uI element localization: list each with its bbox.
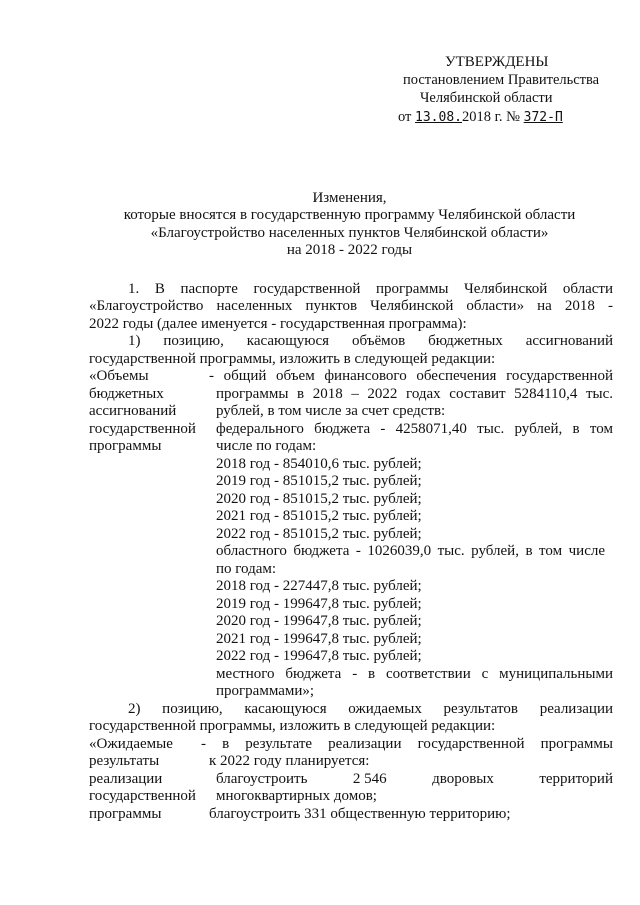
table1-right-5: числе по годам: <box>216 438 317 454</box>
table2-left-5: программы <box>89 806 162 822</box>
table2-right-3-a: благоустроить <box>216 771 308 787</box>
approval-date-line <box>398 109 563 126</box>
table1-right-2: программы в 2018 – 2022 годах составит 5284110,4 тыс. <box>216 386 613 402</box>
item1-line2: государственной программы, изложить в следующей редакции: <box>89 351 496 367</box>
table1-left-4: государственной <box>89 421 196 437</box>
table2-left-3: реализации <box>89 771 163 787</box>
table1-right-9: 2021 год - 851015,2 тыс. рублей; <box>216 508 422 524</box>
heading-line4: на 2018 - 2022 годы <box>286 242 413 258</box>
table1-right-16: 2021 год - 199647,8 тыс. рублей; <box>216 631 422 647</box>
heading-line1: Изменения, <box>312 190 387 206</box>
table2-left-4: государственной <box>89 788 196 804</box>
table1-right-12: по годам: <box>216 561 277 577</box>
table1-left-3: ассигнований <box>89 403 177 419</box>
table2-right-3-b: 2 546 <box>352 771 387 787</box>
approval-number: 372-П <box>523 110 563 125</box>
para1-line3: 2022 годы (далее именуется - государственная программа): <box>89 316 467 332</box>
table2-right-3-c: дворовых <box>432 771 494 787</box>
approval-title: УТВЕРЖДЕНЫ <box>445 54 549 70</box>
approval-line2: Челябинской области <box>420 90 553 106</box>
table1-right-19: программами»; <box>216 683 315 699</box>
table1-right-15: 2020 год - 199647,8 тыс. рублей; <box>216 613 422 629</box>
table2-left-1: «Ожидаемые <box>89 736 173 752</box>
table1-right-10: 2022 год - 851015,2 тыс. рублей; <box>216 526 422 542</box>
item1-line1: 1) позицию, касающуюся объёмов бюджетных ассигнований <box>128 333 613 349</box>
table1-left-5: программы <box>89 438 162 454</box>
para1-line2: «Благоустройство населенных пунктов Челябинской области» на 2018 - <box>89 298 613 314</box>
table1-right-4: федерального бюджета - 4258071,40 тыс. рублей, в том <box>216 421 613 437</box>
table2-right-4: многоквартирных домов; <box>216 788 377 804</box>
heading-line2: которые вносятся в государственную программу Челябинской области <box>123 207 576 223</box>
table1-right-1: - общий объем финансового обеспечения государственной <box>209 368 613 384</box>
table2-right-3-d: территорий <box>539 771 613 787</box>
table1-right-18: местного бюджета - в соответствии с муниципальными <box>216 666 613 682</box>
table1-left-2: бюджетных <box>89 386 164 402</box>
approval-date-suffix: 2018 г. № <box>462 109 521 125</box>
table1-right-13: 2018 год - 227447,8 тыс. рублей; <box>216 578 422 594</box>
table1-right-8: 2020 год - 851015,2 тыс. рублей; <box>216 491 422 507</box>
para1-line1: 1. В паспорте государственной программы Челябинской области <box>128 281 613 297</box>
table1-right-7: 2019 год - 851015,2 тыс. рублей; <box>216 473 422 489</box>
item2-line1: 2) позицию, касающуюся ожидаемых результатов реализации <box>128 701 613 717</box>
table1-right-17: 2022 год - 199647,8 тыс. рублей; <box>216 648 422 664</box>
heading-line3: «Благоустройство населенных пунктов Челябинской области» <box>150 225 549 241</box>
approval-line1: постановлением Правительства <box>403 72 600 88</box>
table1-right-3: рублей, в том числе за счет средств: <box>216 403 446 419</box>
table2-right-5: благоустроить 331 общественную территорию; <box>209 806 511 822</box>
item2-line2: государственной программы, изложить в следующей редакции: <box>89 718 496 734</box>
table2-right-1: - в результате реализации государственной программы <box>201 736 613 752</box>
table1-right-6: 2018 год - 854010,6 тыс. рублей; <box>216 456 422 472</box>
table2-left-2: результаты <box>89 753 160 769</box>
table2-right-2: к 2022 году планируется: <box>209 753 370 769</box>
table1-left-1: «Объемы <box>89 368 149 384</box>
table1-right-14: 2019 год - 199647,8 тыс. рублей; <box>216 596 422 612</box>
table2-right-3 <box>216 771 613 788</box>
table1-right-11: областного бюджета - 1026039,0 тыс. рублей, в том числе <box>216 543 605 559</box>
approval-date: 13.08. <box>415 110 462 125</box>
approval-date-prefix: от <box>398 109 412 125</box>
